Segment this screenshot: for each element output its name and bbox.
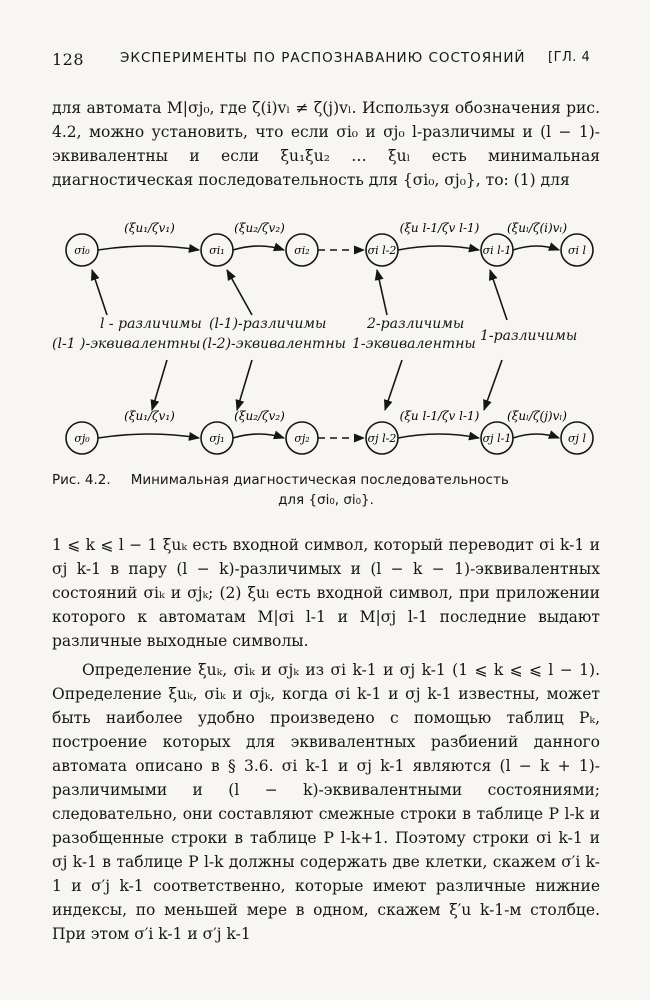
label-l2-equivalent: (l-2)-эквивалентны: [202, 336, 346, 352]
bottom-edge-label: (ξu l-1/ζv l-1): [399, 409, 480, 423]
bottom-edge: [233, 434, 284, 438]
definition-paragraph: [52, 658, 600, 946]
body-text: 1 ⩽ k ⩽ l − 1 ξuₖ есть входной символ, который переводит σi k-1 и σj k-1 в пару (l − k)-различимых и (l − k − 1)-эквивалентных состояний σiₖ и σjₖ; (2) ξuₗ есть входной символ, при приложении которого к автоматам M|σi l-1 и M|σj l-1 последние выдают различные выходные символы.: [52, 536, 600, 650]
chapter-label: [ГЛ. 4: [548, 50, 591, 65]
state-diagram-figure: [52, 200, 612, 470]
page-number: 128: [52, 50, 85, 69]
bottom-edge: [398, 434, 479, 438]
bottom-state-label: σj l: [568, 432, 586, 445]
bottom-edge: [98, 434, 199, 438]
label-2-distinguishable: 2-различимы: [367, 316, 465, 332]
label-1-equivalent: 1-эквивалентны: [352, 336, 476, 352]
intro-paragraph: [52, 96, 600, 192]
top-edge-label: (ξuₗ/ζ(i)vₗ): [506, 221, 568, 235]
bottom-state-label: σj₀: [74, 432, 90, 445]
top-state-label: σi l-2: [367, 244, 397, 257]
top-state-label: σi₀: [74, 244, 90, 257]
bottom-edge-label: (ξuₗ/ζ(j)vₗ): [507, 409, 567, 423]
caption-label: Рис. 4.2.: [52, 472, 111, 488]
bottom-state-label: σj₁: [209, 432, 225, 445]
top-state-label: σi₁: [209, 244, 225, 257]
top-edge-label: (ξu₁/ζv₁): [124, 221, 175, 235]
top-edge: [513, 246, 559, 250]
top-state-label: σi₂: [294, 244, 310, 257]
caption-line-2: для {σi₀, σi₀}.: [278, 492, 374, 508]
bottom-edge: [513, 434, 559, 438]
top-state-row: [66, 221, 593, 266]
body-paragraph: [52, 533, 600, 653]
bottom-state-label: σj l-1: [482, 432, 512, 445]
label-l-distinguishable: l - различимы: [100, 316, 202, 332]
top-edge-label: (ξu₂/ζv₂): [234, 221, 285, 235]
figure-caption: [52, 470, 600, 510]
caption-line-1: Минимальная диагностическая последовательность: [130, 472, 509, 488]
label-1-distinguishable: 1-различимы: [480, 328, 578, 344]
running-title: ЭКСПЕРИМЕНТЫ ПО РАСПОЗНАВАНИЮ СОСТОЯНИЙ: [120, 50, 526, 66]
intro-text: для автомата M|σj₀, где ζ(i)vₗ ≠ ζ(j)vₗ. Используя обозначения рис. 4.2, можно установить, что если σi₀ и σj₀ l-различимы и (l − 1)-эквивалентны и если ξu₁ξu₂ … ξuₗ есть минимальная диагностическая последовательность для {σi₀, σj₀}, то: (1) для: [52, 99, 600, 189]
top-edge-label: (ξu l-1/ζv l-1): [399, 221, 480, 235]
top-edge: [233, 246, 284, 250]
bottom-state-row: [66, 409, 593, 454]
top-edge: [98, 246, 199, 250]
bottom-edge-label: (ξu₁/ζv₁): [124, 409, 175, 423]
bottom-state-label: σj l-2: [367, 432, 397, 445]
definition-text: Определение ξuₖ, σiₖ и σjₖ из σi k-1 и σj k-1 (1 ⩽ k ⩽ ⩽ l − 1). Определение ξuₖ, σiₖ и σjₖ, когда σi k-1 и σj k-1 известны, может быть наиболее удобно произведено с помощью таблиц Pₖ, построение которых для эквивалентных разбиений данного автомата описано в § 3.6. σi k-1 и σj k-1 являются (l − k + 1)-различимыми и (l − k)-эквивалентными состояниями; следовательно, они составляют смежные строки в таблице P l-k и разобщенные строки в таблице P l-k+1. Поэтому строки σi k-1 и σj k-1 в таблице P l-k должны содержать две клетки, скажем σ′i k-1 и σ′j k-1 соответственно, которые имеют различные нижние индексы, по меньшей мере в одном, скажем ξ′u k-1-м столбце. При этом σ′i k-1 и σ′j k-1: [52, 661, 600, 943]
bottom-state-label: σj₂: [294, 432, 310, 445]
top-state-label: σi l-1: [482, 244, 512, 257]
top-edge: [398, 246, 479, 250]
top-state-label: σi l: [567, 244, 587, 257]
bottom-edge-label: (ξu₂/ζv₂): [234, 409, 285, 423]
label-l1-distinguishable: (l-1)-различимы: [209, 316, 327, 332]
label-l1-equivalent: (l-1 )-эквивалентны: [52, 336, 201, 352]
